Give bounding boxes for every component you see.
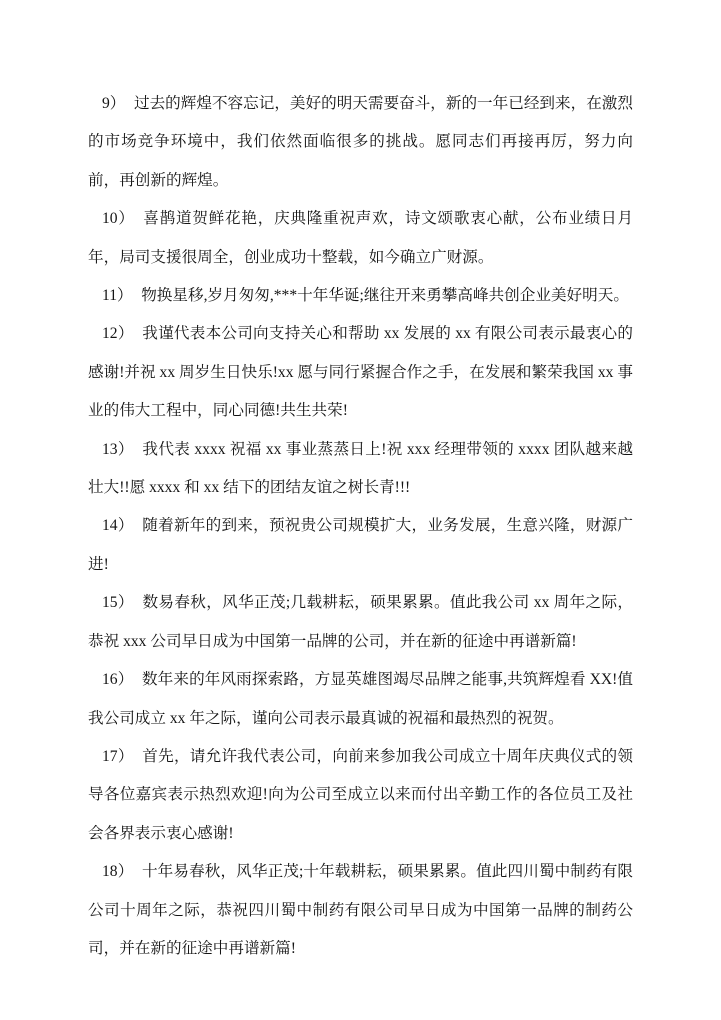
paragraph [88,507,633,584]
paragraph-text: 数易春秋，风华正茂;几载耕耘，硕果累累。值此我公司 xx 周年之际，恭祝 xxx 公司早日成为中国第一品牌的公司，并在新的征途中再谱新篇! [88,594,633,650]
paragraph [88,853,633,968]
paragraph-number: 18） [102,863,134,881]
paragraph [88,85,633,200]
paragraph-text: 物换星移,岁月匆匆,***十年华诞;继往开来勇攀高峰共创企业美好明天。 [141,287,629,305]
paragraph-text: 十年易春秋，风华正茂;十年载耕耘，硕果累累。值此四川蜀中制药有限公司十周年之际，恭祝四川蜀中制药有限公司早日成为中国第一品牌的制药公司，并在新的征途中再谱新篇! [88,863,633,957]
paragraph-text: 过去的辉煌不容忘记，美好的明天需要奋斗，新的一年已经到来，在激烈的市场竞争环境中，我们依然面临很多的挑战。愿同志们再接再厉，努力向前，再创新的辉煌。 [88,95,633,189]
paragraph-number: 14） [102,517,134,535]
paragraph-text: 随着新年的到来，预祝贵公司规模扩大，业务发展，生意兴隆，财源广进! [88,517,633,573]
paragraph-text: 首先，请允许我代表公司，向前来参加我公司成立十周年庆典仪式的领导各位嘉宾表示热烈欢迎!向为公司至成立以来而付出辛勤工作的各位员工及社会各界表示衷心感谢! [88,747,633,842]
paragraph-number: 11） [102,287,133,305]
paragraph-number: 16） [102,671,134,689]
paragraph [88,277,633,315]
paragraph-text: 我谨代表本公司向支持关心和帮助 xx 发展的 xx 有限公司表示最衷心的感谢!并祝 xx 周岁生日快乐!xx 愿与同行紧握合作之手，在发展和繁荣我国 xx 事业的伟大工程中，同心同德!共生共荣! [88,325,633,420]
paragraph [88,661,633,738]
paragraph-number: 10） [102,210,135,228]
paragraph [88,200,633,277]
paragraph-text: 喜鹊道贺鲜花艳，庆典隆重祝声欢，诗文颂歌衷心献，公布业绩日月年，局司支援很周全，创业成功十整载，如今确立广财源。 [88,210,633,266]
paragraph-number: 12） [102,325,134,343]
paragraph-text: 我代表 xxxx 祝福 xx 事业蒸蒸日上!祝 xxx 经理带领的 xxxx 团队越来越壮大!!愿 xxxx 和 xx 结下的团结友谊之树长青!!! [88,440,633,497]
document-body [88,85,633,968]
paragraph-number: 17） [102,747,134,765]
paragraph-number: 15） [102,594,134,612]
paragraph [88,431,633,508]
paragraph-number: 9） [102,95,126,112]
paragraph [88,738,633,853]
paragraph-text: 数年来的年风雨探索路，方显英雄图竭尽品牌之能事,共筑辉煌看 XX!值我公司成立 xx 年之际，谨向公司表示最真诚的祝福和最热烈的祝贺。 [88,671,633,727]
paragraph [88,584,633,661]
paragraph [88,315,633,430]
paragraph-number: 13） [102,440,134,458]
